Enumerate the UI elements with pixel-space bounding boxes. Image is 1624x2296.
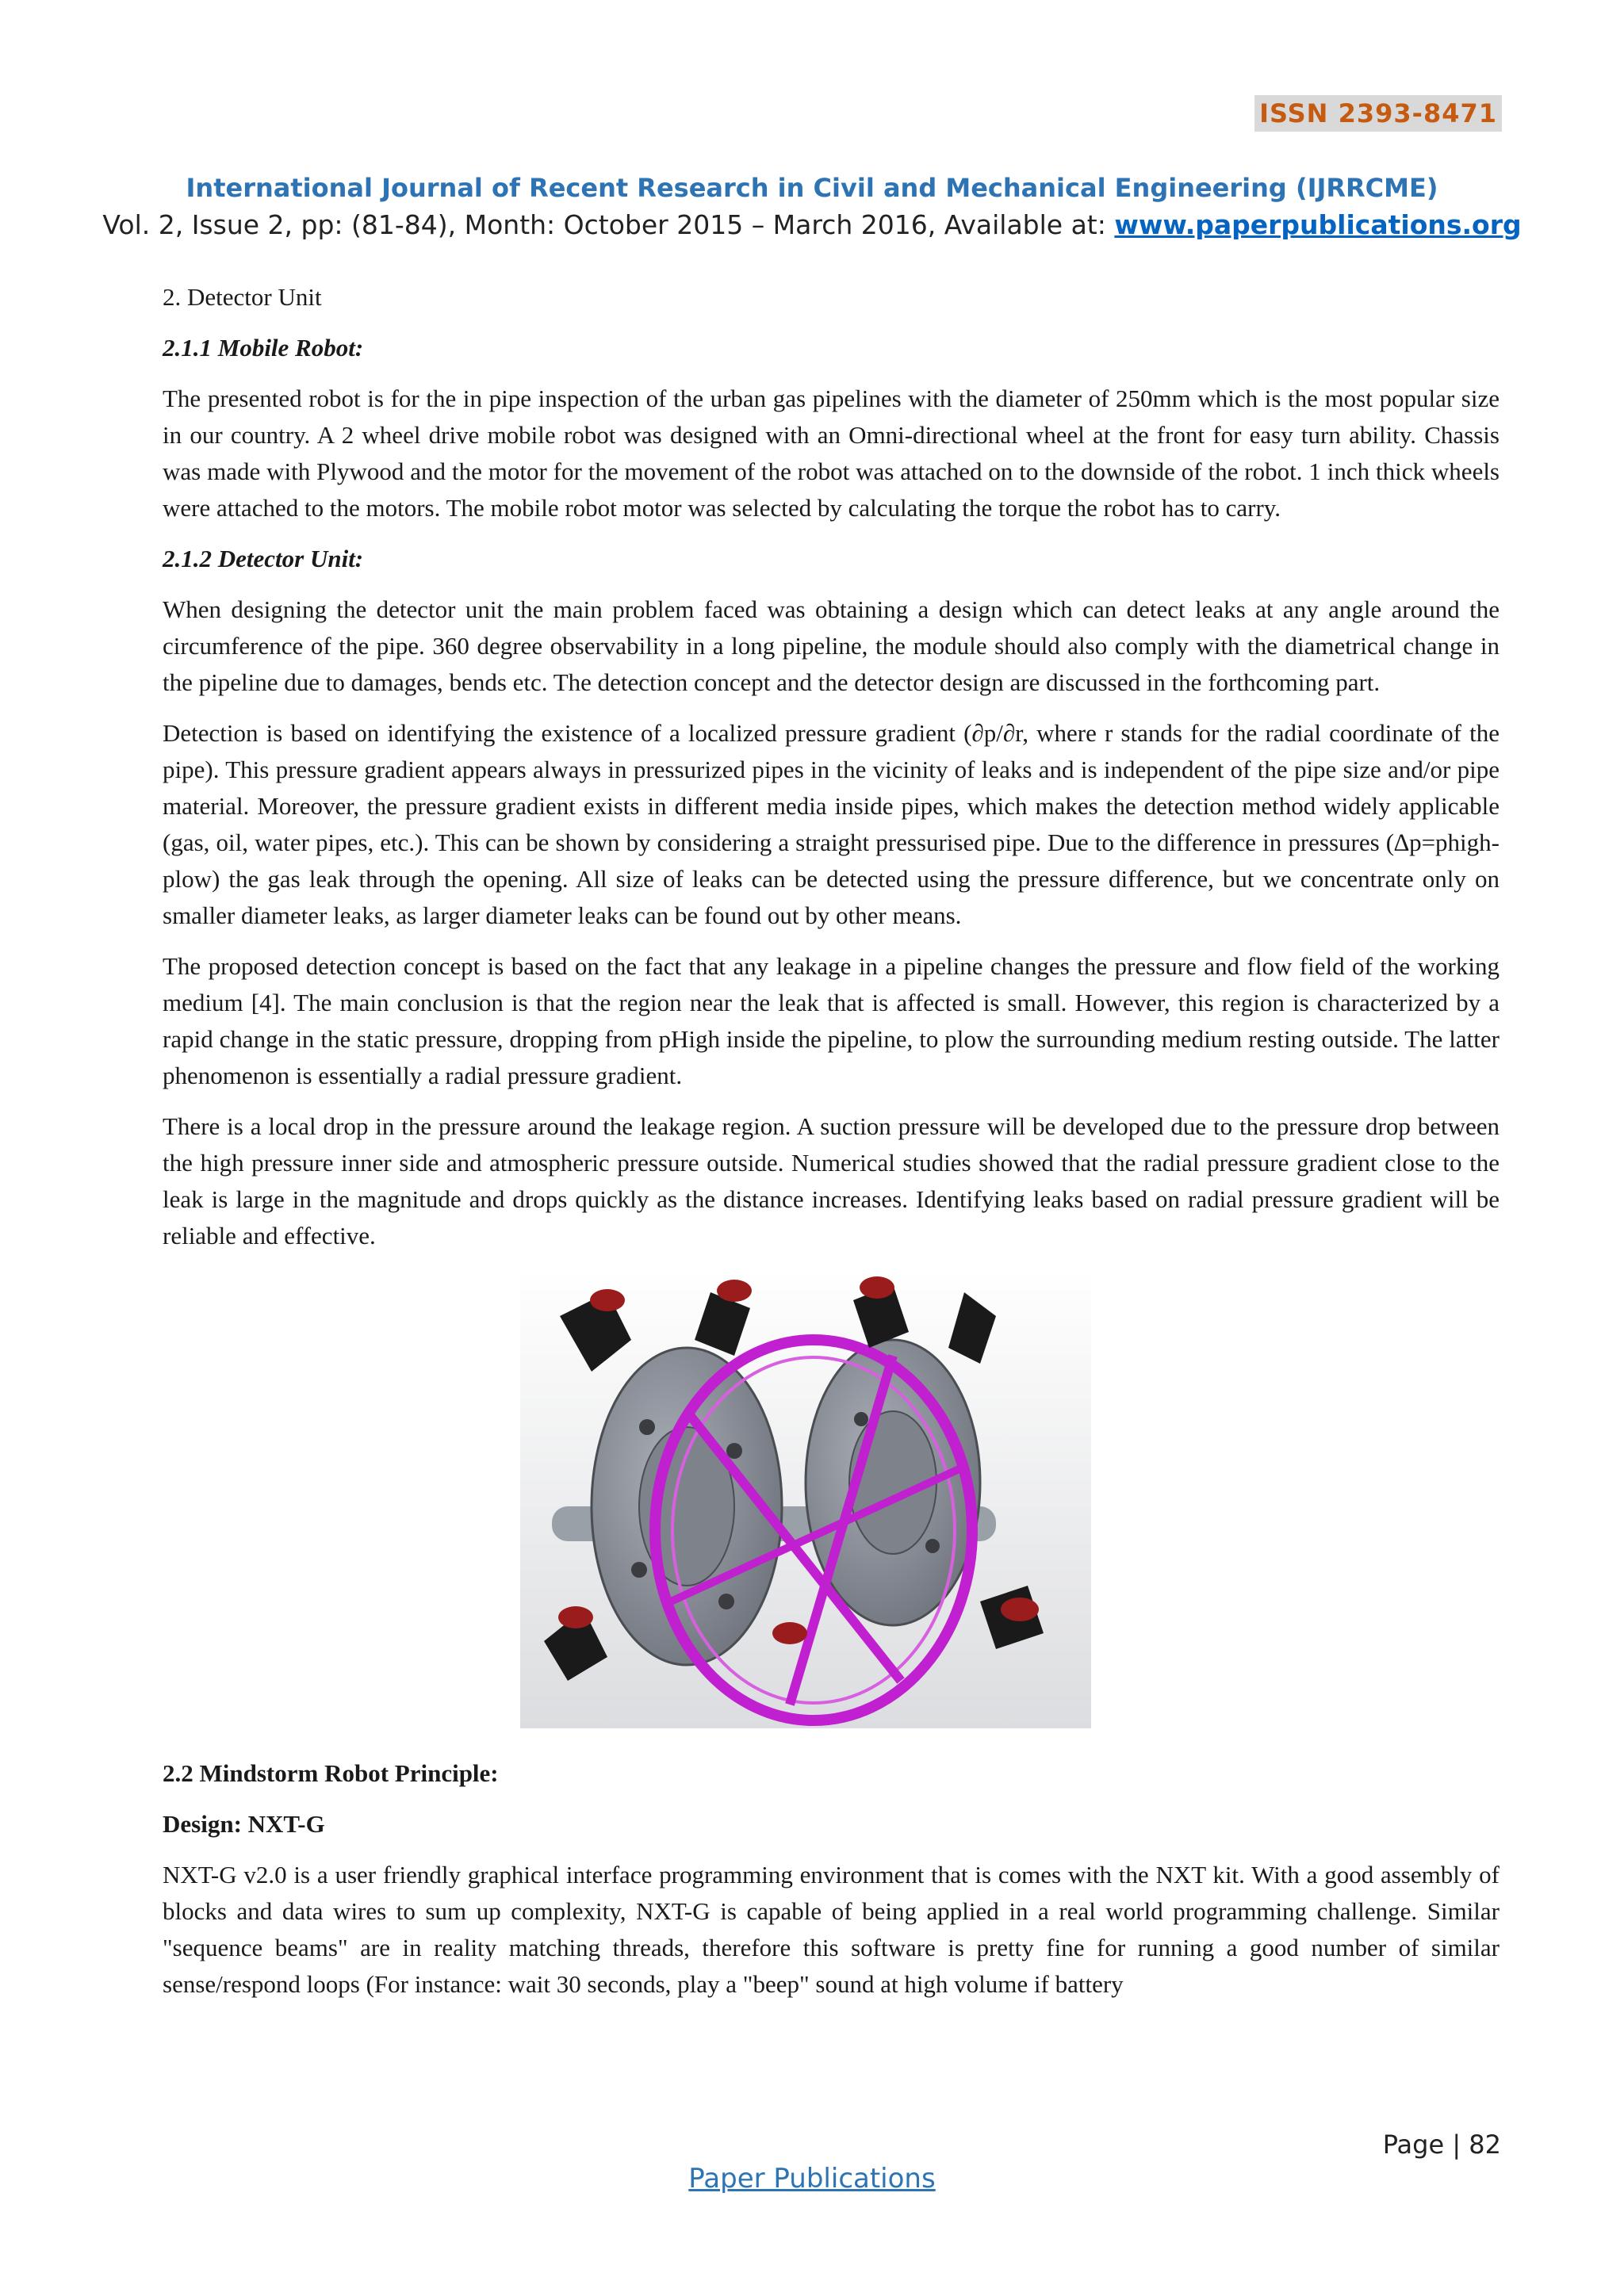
publisher-link[interactable]: Paper Publications	[688, 2163, 936, 2195]
heading-mindstorm: 2.2 Mindstorm Robot Principle:	[163, 1759, 499, 1787]
heading-detector-unit: 2.1.2 Detector Unit:	[163, 545, 364, 572]
paragraph-nxt: NXT-G v2.0 is a user friendly graphical interface programming environment that is comes with the NXT kit. With a good assembly of blocks and data wires to sum up complexity, NXT-G is capable of being applied in a real world programming challenge. Similar "sequence beams" are in reality matching threads, therefore this software is pretty fine for running a good number of similar sense/respond loops (For instance: wait 30 seconds, play a "beep" sound at high volume if battery	[163, 1861, 1500, 1998]
paragraph-detector-4: There is a local drop in the pressure around the leakage region. A suction pressure will be developed due to the pressure drop between the high pressure inner side and atmospheric pressure outside. Numerical studies showed that the radial pressure gradient close to the leak is large in the magnitude and drops quickly as the distance increases. Identifying leaks based on radial pressure gradient will be reliable and effective.	[163, 1112, 1500, 1249]
volume-info	[0, 209, 1624, 240]
robot-cad-image	[520, 1269, 1091, 1728]
article-body	[163, 279, 1500, 2017]
robot-figure	[163, 1269, 1500, 1733]
footer	[0, 2163, 1624, 2195]
issn-label: ISSN 2393-8471	[1254, 95, 1502, 132]
journal-title: International Journal of Recent Research in Civil and Mechanical Engineering (IJRRCME)	[186, 173, 1438, 203]
section-title: 2. Detector Unit	[163, 283, 322, 311]
paragraph-detector-2: Detection is based on identifying the existence of a localized pressure gradient (∂p/∂r, where r stands for the radial coordinate of the pipe). This pressure gradient appears always in pressurized pipes in the vicinity of leaks and is independent of the pipe size and/or pipe material. Moreover, the pressure gradient exists in different media inside pipes, which makes the detection method widely applicable (gas, oil, water pipes, etc.). This can be shown by considering a straight pressurised pipe. Due to the difference in pressures (∆p=phigh- plow) the gas leak through the opening. All size of leaks can be detected using the pressure difference, but we concentrate only on smaller diameter leaks, as larger diameter leaks can be found out by other means.	[163, 719, 1500, 929]
paragraph-detector-1: When designing the detector unit the main problem faced was obtaining a design which can detect leaks at any angle around the circumference of the pipe. 360 degree observability in a long pipeline, the module should also comply with the diametrical change in the pipeline due to damages, bends etc. The detection concept and the detector design are discussed in the forthcoming part.	[163, 595, 1500, 696]
website-link[interactable]: www.paperpublications.org	[1114, 209, 1522, 240]
heading-mobile-robot: 2.1.1 Mobile Robot:	[163, 334, 364, 362]
volume-text: Vol. 2, Issue 2, pp: (81-84), Month: October 2015 – March 2016, Available at:	[102, 209, 1115, 240]
page-number: Page | 82	[1382, 2130, 1501, 2160]
paragraph-detector-3: The proposed detection concept is based on the fact that any leakage in a pipeline changes the pressure and flow field of the working medium [4]. The main conclusion is that the region near the leak that is affected is small. However, this region is characterized by a rapid change in the static pressure, dropping from pHigh inside the pipeline, to plow the surrounding medium resting outside. The latter phenomenon is essentially a radial pressure gradient.	[163, 952, 1500, 1089]
heading-design-nxtg: Design: NXT-G	[163, 1810, 325, 1838]
paragraph-mobile-robot: The presented robot is for the in pipe inspection of the urban gas pipelines with the diameter of 250mm which is the most popular size in our country. A 2 wheel drive mobile robot was designed with an Omni-directional wheel at the front for easy turn ability. Chassis was made with Plywood and the motor for the movement of the robot was attached on to the downside of the robot. 1 inch thick wheels were attached to the motors. The mobile robot motor was selected by calculating the torque the robot has to carry.	[163, 385, 1500, 522]
